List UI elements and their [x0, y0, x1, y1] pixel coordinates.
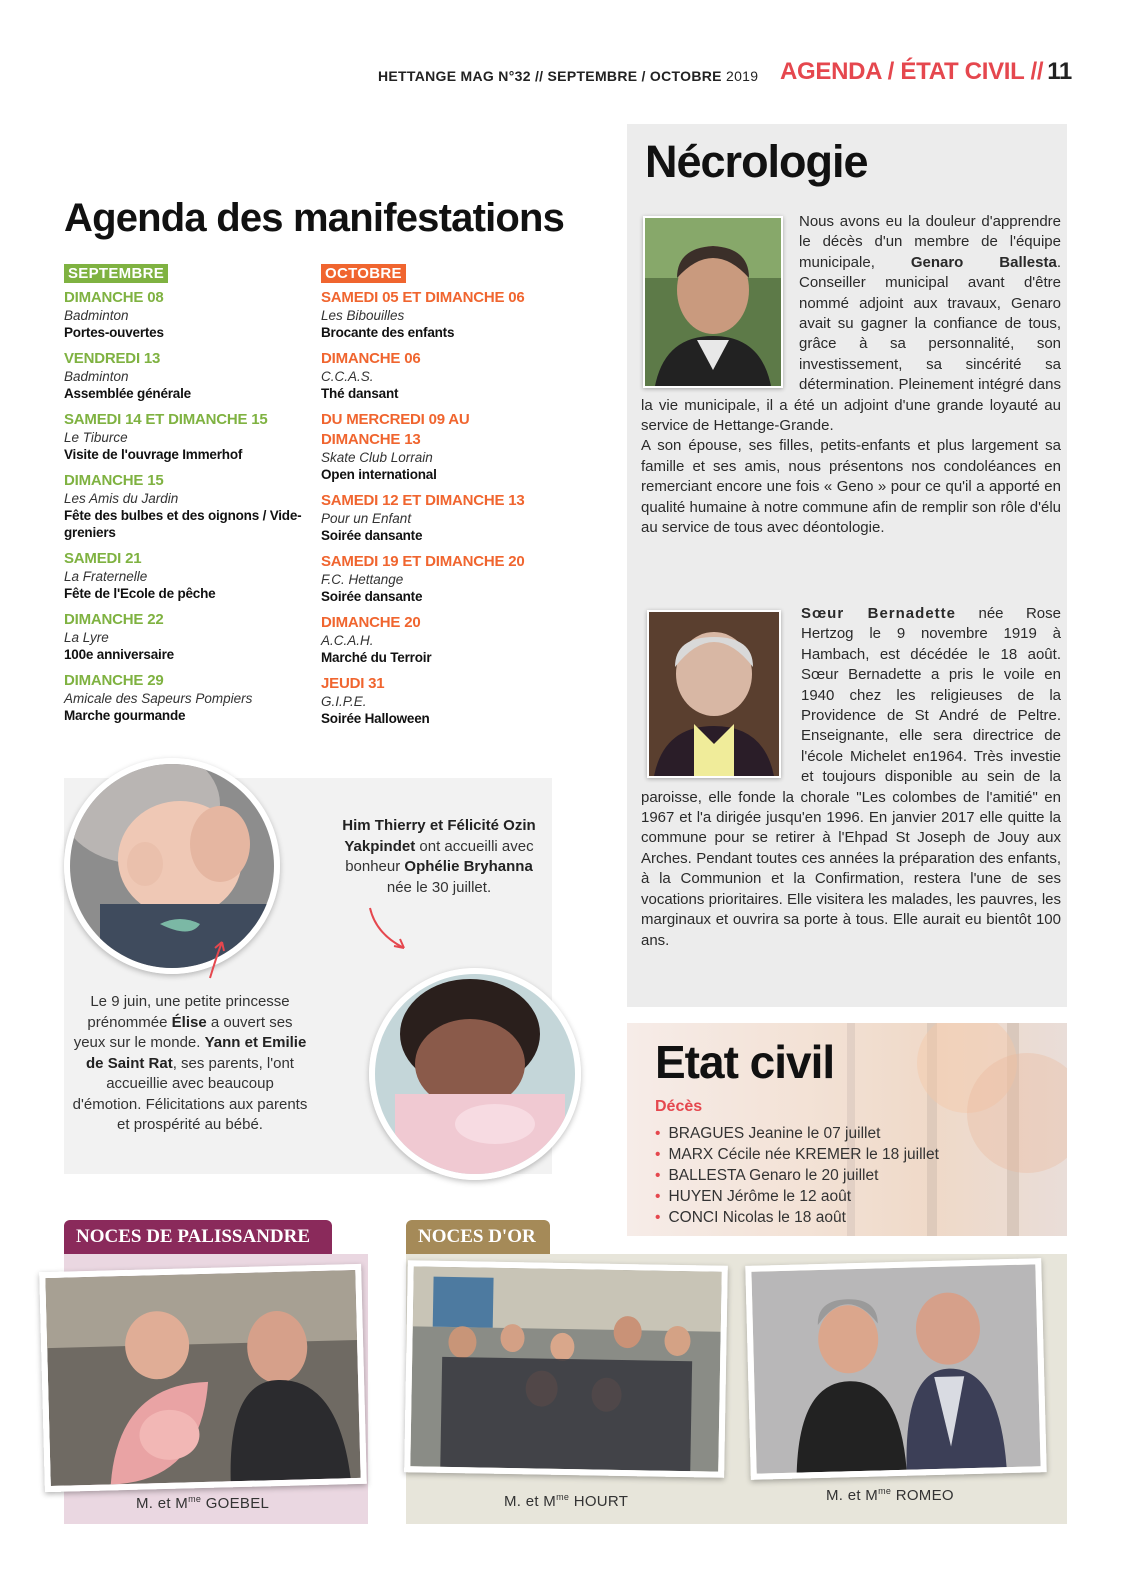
agenda-event	[64, 671, 314, 724]
caption-hourt	[504, 1492, 628, 1510]
couple-name: GOEBEL	[205, 1495, 270, 1512]
man-portrait-image	[645, 218, 781, 386]
event-date: DIMANCHE 06	[321, 350, 421, 367]
birth-date: née le 30 juillet.	[386, 878, 492, 896]
caption-prefix: M. et M	[504, 1493, 557, 1510]
event-name: Thé dansant	[321, 386, 399, 401]
page-number: 11	[1047, 58, 1072, 85]
event-organizer: C.C.A.S.	[321, 369, 374, 384]
event-date: SAMEDI 12 ET DIMANCHE 13	[321, 492, 525, 509]
agenda-event	[64, 288, 314, 341]
event-date: VENDREDI 13	[64, 350, 161, 367]
event-organizer: Skate Club Lorrain	[321, 450, 433, 465]
event-organizer: Les Amis du Jardin	[64, 491, 179, 506]
etat-civil-title: Etat civil	[655, 1036, 835, 1088]
event-organizer: Les Bibouilles	[321, 308, 405, 323]
event-date: JEUDI 31	[321, 675, 385, 692]
caption-romeo	[826, 1486, 954, 1504]
child-name: Élise	[171, 1013, 207, 1031]
event-date: DIMANCHE 22	[64, 611, 164, 628]
list-item: • MARX Cécile née KREMER le 18 juillet	[655, 1144, 939, 1165]
birth-announcement-elise	[72, 992, 308, 1136]
obituary-text: Nous avons eu la douleur d'apprendre le décès d'un membre de l'équipe municipale,	[799, 213, 1061, 271]
event-date: SAMEDI 21	[64, 550, 142, 567]
list-item: • CONCI Nicolas le 18 août	[655, 1207, 939, 1228]
magazine-name: HETTANGE MAG N°32 // SEPTEMBRE / OCTOBRE	[378, 68, 722, 84]
event-organizer: Pour un Enfant	[321, 511, 412, 526]
woman-portrait-image	[649, 612, 779, 776]
obituary-text: née Rose Hertzog le 9 novembre 1919 à Hambach, est décédée le 18 août. Sœur Bernadette a pris le voile en 1940 chez les religieuses de la Providence de St André de Peltre. Enseignante, elle sera directrice de l'école Michelet en1964. Très investie et toujours disponible au sein de la paroisse, elle fonde la chorale "Les colombes de l'amitié" en 1967 et l'a dirigée jusqu'en 1996. En janvier 2017 elle quitte la commune pour se retirer à l'Ehpad St Joseph de Jouy aux Arches. Pendant toutes ces années la préparation des enfants, à la Communion et la Confirmation, restera l'une de ses vocations prioritaires. Elle visitera les malades, les pauvres, les marginaux et ouvrira sa porte à tous. Elle aurait eu bientôt 100 ans.	[641, 605, 1061, 949]
obituary-bernadette	[641, 604, 1061, 951]
agenda-october-column	[321, 264, 571, 735]
caption-sup: me	[556, 1492, 570, 1502]
event-date: DIMANCHE 20	[321, 614, 421, 631]
event-name: Fête des bulbes et des oignons / Vide-greniers	[64, 508, 302, 540]
announcement-text: , ses parents, l'ont accueillie avec beaucoup d'émotion. Félicitations aux parents et prospérité au bébé.	[72, 1054, 308, 1133]
announcement-text: ont accueilli avec bonheur	[345, 837, 534, 875]
event-date: DIMANCHE 15	[64, 472, 164, 489]
agenda-event	[64, 610, 314, 663]
child-name: Ophélie Bryhanna	[404, 858, 533, 875]
event-name: Soirée dansante	[321, 589, 423, 604]
event-name: Marché du Terroir	[321, 650, 432, 665]
event-name: Visite de l'ouvrage Immerhof	[64, 447, 243, 462]
section-label: AGENDA / ÉTAT CIVIL //	[780, 58, 1044, 85]
couple-name: ROMEO	[895, 1487, 954, 1504]
agenda-september-column	[64, 264, 314, 732]
caption-sup: me	[188, 1494, 202, 1504]
list-item: • BRAGUES Jeanine le 07 juillet	[655, 1123, 939, 1144]
event-date: SAMEDI 14 ET DIMANCHE 15	[64, 411, 268, 428]
baby-ophelie-photo	[369, 968, 581, 1180]
deces-list	[655, 1123, 939, 1228]
genaro-ballesta-portrait	[643, 216, 783, 388]
caption-prefix: M. et M	[826, 1487, 879, 1504]
caption-goebel	[136, 1494, 269, 1512]
event-name: Assemblée générale	[64, 386, 191, 401]
arrow-icon	[364, 904, 414, 954]
agenda-event	[64, 410, 314, 463]
event-name: Portes-ouvertes	[64, 325, 164, 340]
baby-elise-photo	[64, 758, 280, 974]
agenda-event	[321, 674, 571, 727]
announcement-text: Le 9 juin, une petite princesse prénommée	[87, 993, 290, 1031]
event-date: DIMANCHE 29	[64, 672, 164, 689]
event-name: 100e anniversaire	[64, 647, 174, 662]
necrologie-panel	[627, 124, 1067, 1007]
family-group-image	[410, 1266, 721, 1471]
announcement-text: a ouvert ses yeux sur le monde.	[73, 1013, 293, 1051]
magazine-year: 2019	[726, 68, 759, 84]
event-name: Marche gourmande	[64, 708, 186, 723]
section-title	[780, 58, 1072, 86]
event-organizer: Badminton	[64, 308, 129, 323]
agenda-title: Agenda des manifestations	[64, 196, 565, 240]
event-name: Fête de l'Ecole de pêche	[64, 586, 216, 601]
magazine-issue	[378, 68, 758, 84]
agenda-event	[321, 491, 571, 544]
agenda-event	[321, 410, 571, 483]
page-header	[0, 58, 1124, 98]
event-date: SAMEDI 05 ET DIMANCHE 06	[321, 289, 525, 306]
birth-announcement-ophelie	[329, 816, 549, 898]
obituary-paragraph: A son épouse, ses filles, petits-enfants et plus largement sa famille et ses amis, nous présentons nos condoléances en remerciant encore une fois « Geno » pour ce qu'il a apporté en qualité humaine à notre commune afin de remplir son rôle d'élu au service de tous avec déontologie.	[641, 437, 1061, 537]
month-badge-september: SEPTEMBRE	[64, 264, 168, 283]
obituary-text: . Conseiller municipal avant d'être nommé adjoint aux travaux, Genaro avait su gagner la confiance de tous, grâce à sa personnalité, son investissement, sa sincérité sa détermination. Pleinement intégré dans la vie municipale, il a été un adjoint d'une grande loyauté au service de Hettange-Grande.	[641, 253, 1061, 435]
elderly-couple-image	[45, 1270, 360, 1486]
obituary-ballesta	[641, 212, 1061, 539]
parents-names: Yann et Emilie de Saint Rat	[86, 1034, 307, 1072]
event-organizer: Amicale des Sapeurs Pompiers	[64, 691, 253, 706]
births-box	[64, 778, 552, 1174]
event-name: Open international	[321, 467, 437, 482]
agenda-event	[321, 288, 571, 341]
event-organizer: La Fraternelle	[64, 569, 148, 584]
event-organizer: Le Tiburce	[64, 430, 128, 445]
event-name: Soirée dansante	[321, 528, 423, 543]
event-organizer: F.C. Hettange	[321, 572, 404, 587]
event-name: Soirée Halloween	[321, 711, 430, 726]
event-organizer: A.C.A.H.	[321, 633, 374, 648]
couple-name: HOURT	[573, 1493, 629, 1510]
agenda-event	[321, 552, 571, 605]
agenda-event	[321, 349, 571, 402]
newborn-image	[375, 974, 575, 1174]
etat-civil-panel	[627, 1023, 1067, 1236]
deceased-name: Genaro Ballesta	[910, 253, 1057, 271]
hourt-family-photo	[404, 1260, 728, 1478]
caption-prefix: M. et M	[136, 1495, 189, 1512]
deces-subtitle: Décès	[655, 1098, 703, 1115]
agenda-event	[64, 349, 314, 402]
baby-sleeping-image	[70, 764, 274, 968]
caption-sup: me	[878, 1486, 892, 1496]
romeo-couple-photo	[745, 1258, 1047, 1480]
noces-palissandre-tab: NOCES DE PALISSANDRE	[64, 1220, 332, 1254]
event-organizer: Badminton	[64, 369, 129, 384]
list-item: • BALLESTA Genaro le 20 juillet	[655, 1165, 939, 1186]
list-item: • HUYEN Jérôme le 12 août	[655, 1186, 939, 1207]
arrow-icon	[204, 938, 234, 982]
goebel-couple-photo	[39, 1264, 367, 1492]
event-name: Brocante des enfants	[321, 325, 455, 340]
necrologie-title: Nécrologie	[645, 136, 868, 187]
event-organizer: G.I.P.E.	[321, 694, 367, 709]
agenda-event	[64, 471, 314, 541]
agenda-event	[64, 549, 314, 602]
parents-names: Him Thierry et Félicité Ozin Yakpindet	[342, 817, 536, 855]
soeur-bernadette-portrait	[647, 610, 781, 778]
noces-or-tab: NOCES D'OR	[406, 1220, 550, 1254]
event-organizer: La Lyre	[64, 630, 109, 645]
event-date: DIMANCHE 08	[64, 289, 164, 306]
month-badge-october: OCTOBRE	[321, 264, 406, 283]
agenda-event	[321, 613, 571, 666]
event-date: SAMEDI 19 ET DIMANCHE 20	[321, 553, 525, 570]
event-date: DU MERCREDI 09 AU DIMANCHE 13	[321, 411, 470, 448]
couple-image	[751, 1264, 1040, 1473]
deceased-name: Sœur Bernadette	[801, 605, 956, 622]
